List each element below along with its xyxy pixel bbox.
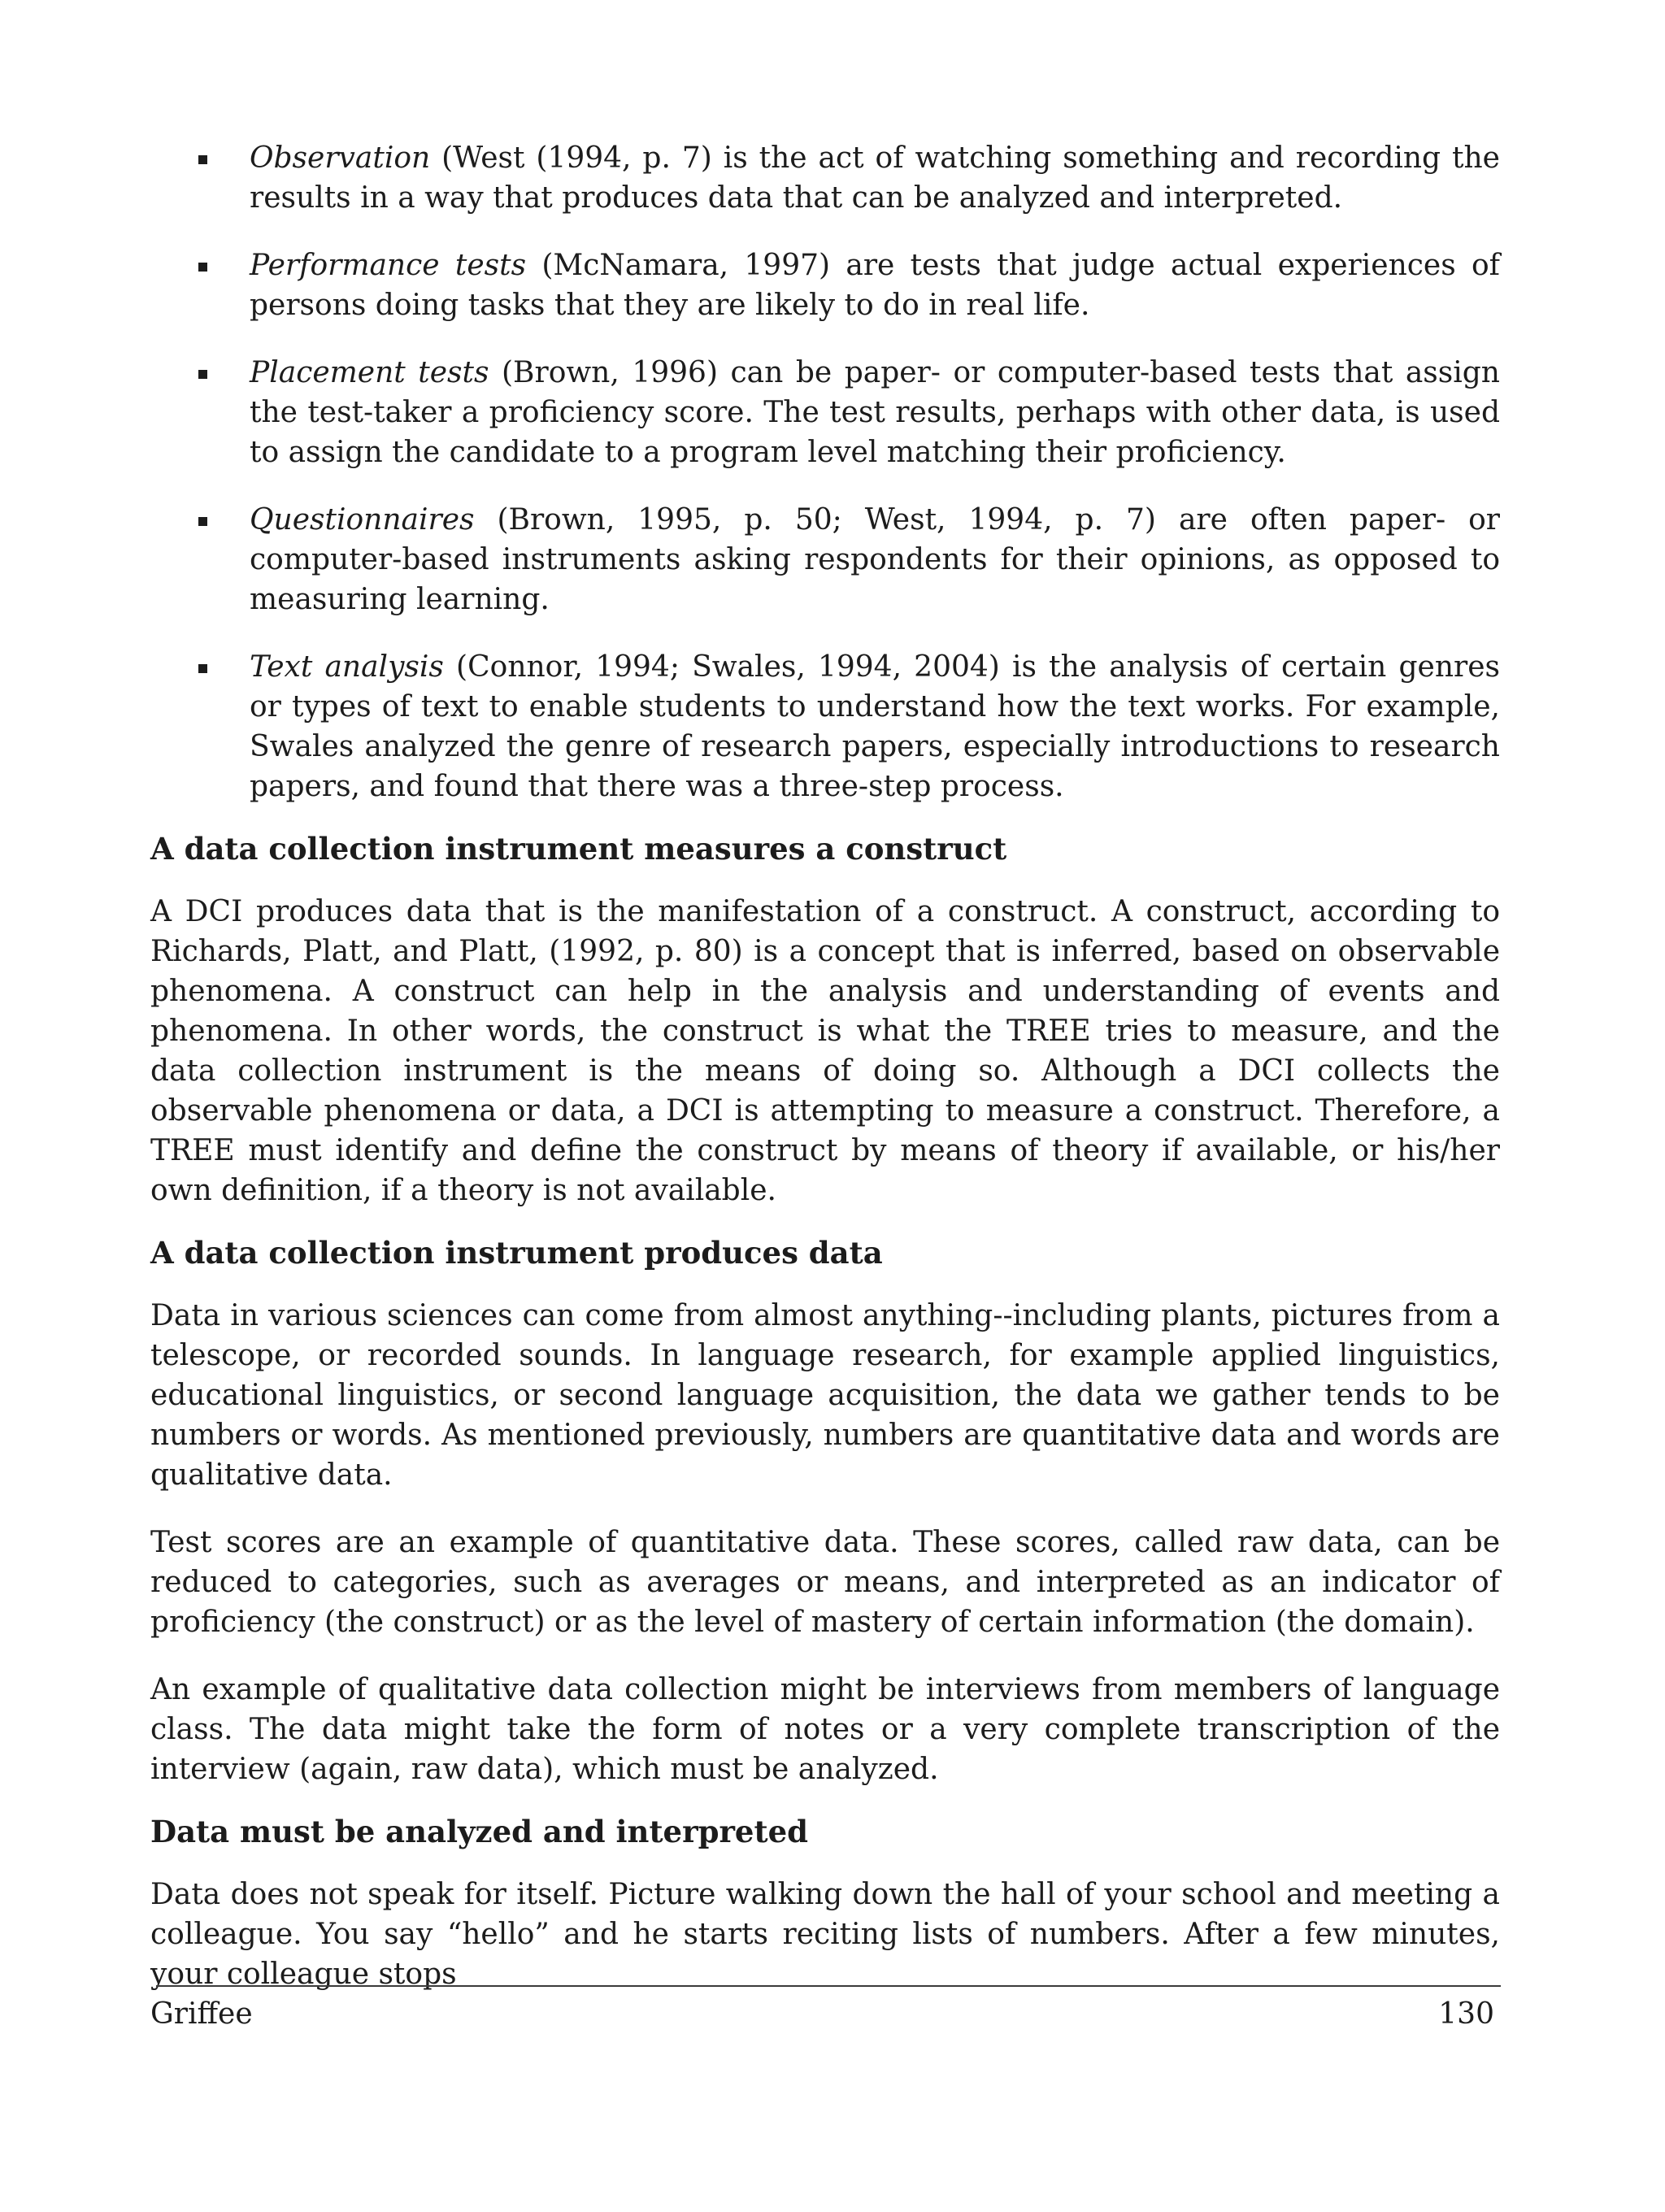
bullet-text — [250, 353, 1500, 472]
bullet-text — [250, 246, 1500, 325]
bullet-term: Observation — [250, 141, 431, 175]
square-bullet-icon — [198, 370, 207, 379]
footer-divider — [156, 1985, 1501, 1987]
body-paragraph: Test scores are an example of quantitative data. These scores, called raw data, can be reduced to categories, such as averages or means, and interpreted as an indicator of proficiency (the construct) or as the level of mastery of certain information (the domain). — [150, 1526, 1500, 1639]
bullet-text — [250, 138, 1500, 218]
section-heading: Data must be analyzed and interpreted — [150, 1814, 808, 1849]
body-paragraph: A DCI produces data that is the manifestation of a construct. A construct, according to Richards, Platt, and Platt, (1992, p. 80) is a concept that is inferred, based on observable phenomena. A construct can help in the analysis and understanding of events and phenomena. In other words, the construct is what the TREE tries to measure, and the data collection instrument is the means of doing so. Although a DCI collects the observable phenomena or data, a DCI is attempting to measure a construct. Therefore, a TREE must identify and define the construct by means of theory if available, or his/her own definition, if a theory is not available. — [150, 895, 1500, 1207]
page-body — [150, 138, 1500, 2022]
bullet-description: (Brown, 1996) can be paper- or computer-based tests that assign the test-taker a proficiency score. The test results, perhaps with other data, is used to assign the candidate to a program level matching their proficiency. — [250, 356, 1500, 469]
list-item — [150, 138, 1500, 218]
bullet-description: (West (1994, p. 7) is the act of watching something and recording the results in a way that produces data that can be analyzed and interpreted. — [250, 141, 1500, 215]
body-paragraph: Data does not speak for itself. Picture walking down the hall of your school and meeting a colleague. You say “hello” and he starts reciting lists of numbers. After a few minutes, your colleague stops — [150, 1878, 1500, 1991]
page-number: 130 — [1438, 1997, 1494, 2031]
square-bullet-icon — [198, 155, 207, 164]
bullet-list — [150, 138, 1500, 806]
section-heading: A data collection instrument produces data — [150, 1235, 883, 1271]
bullet-description: (McNamara, 1997) are tests that judge actual experiences of persons doing tasks that they are likely to do in real life. — [250, 249, 1500, 322]
bullet-term: Text analysis — [250, 650, 444, 684]
body-paragraph: Data in various sciences can come from almost anything--including plants, pictures from a telescope, or recorded sounds. In language research, for example applied linguistics, educational linguistics, or second language acquisition, the data we gather tends to be numbers or words. As mentioned previously, numbers are quantitative data and words are qualitative data. — [150, 1299, 1500, 1492]
bullet-text — [250, 647, 1500, 806]
list-item — [150, 353, 1500, 472]
list-item — [150, 647, 1500, 806]
list-item — [150, 500, 1500, 619]
bullet-text — [250, 500, 1500, 619]
square-bullet-icon — [198, 263, 207, 272]
bullet-term: Placement tests — [250, 356, 489, 389]
section-heading: A data collection instrument measures a construct — [150, 831, 1007, 867]
list-item — [150, 246, 1500, 325]
bullet-term: Performance tests — [250, 249, 527, 282]
body-paragraph: An example of qualitative data collection might be interviews from members of language class. The data might take the form of notes or a very complete transcription of the interview (again, raw data), which must be analyzed. — [150, 1673, 1500, 1786]
square-bullet-icon — [198, 517, 207, 526]
bullet-description: (Brown, 1995, p. 50; West, 1994, p. 7) are often paper- or computer-based instruments asking respondents for their opinions, as opposed to measuring learning. — [250, 503, 1500, 616]
bullet-description: (Connor, 1994; Swales, 1994, 2004) is the analysis of certain genres or types of text to enable students to understand how the text works. For example, Swales analyzed the genre of research papers, especially introductions to research papers, and found that there was a three-step process. — [250, 650, 1500, 803]
bullet-term: Questionnaires — [250, 503, 475, 537]
footer-author: Griffee — [150, 1997, 253, 2031]
square-bullet-icon — [198, 664, 207, 673]
